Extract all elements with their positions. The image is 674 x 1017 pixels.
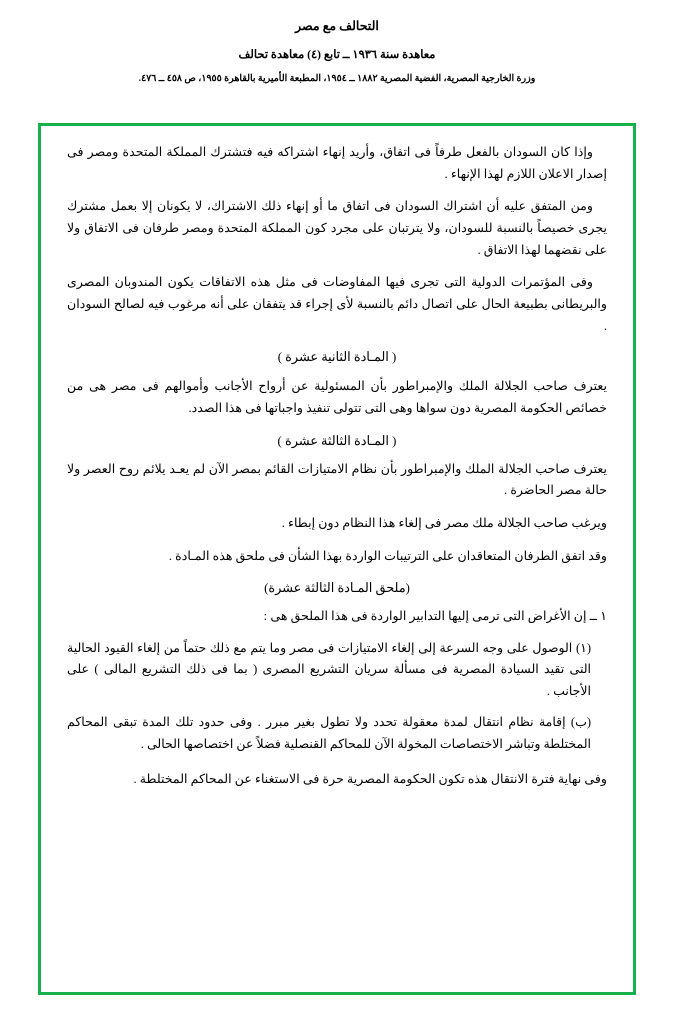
article-heading-twelve: ( المـادة الثانية عشرة ) [277,350,397,365]
annex-closing-paragraph: وفى نهاية فترة الانتقال هذه تكون الحكومة المصرية حرة فى الاستغناء عن المحاكم المختلطة . [133,772,607,787]
article-thirteen-paragraph: وقد اتفق الطرفان المتعاقدان على الترتيبات الواردة بهذا الشأن فى ملحق هذه المـادة . [168,548,607,563]
treaty-subtitle: معاهدة سنة ١٩٣٦ ــ تابع (٤) معاهدة تحالف [238,49,436,61]
article-thirteen-paragraph: يعترف صاحب الجلالة الملك والإمبراطور بأن نظام الامتيازات القائم بمصر الآن لم يعـد يلائم روح العصر ولا حالة مصر الحاضرة . [67,461,607,498]
article-twelve-text: يعترف صاحب الجلالة الملك والإمبراطور بأن المسئولية عن أرواح الأجانب وأموالهم فى مصر هى من خصائص الحكومة المصرية دون سواها وهى التى تتولى تنفيذ واجباتها فى هذا الصدد. [67,379,607,415]
article-heading-thirteen: ( المـادة الثالثة عشرة ) [277,433,397,448]
paragraph: ومن المتفق عليه أن اشتراك السودان فى اتفاق ما أو إنهاء ذلك الاشتراك، لا يكونان إلا بعمل مشترك يجرى خصيصاً بالنسبة للسودان، ولا يترتبان على مجرد كون المملكة المتحدة ومصر طرفان فى الاتفاق ولا على نقضهما لهذا الاتفاق . [67,199,607,257]
annex-item [67,712,607,755]
annex-item-text: إقامة نظام انتقال لمدة معقولة تحدد ولا تطول بغير مبرر . وفى حدود تلك المدة تبقى المحاكم المختلطة وتباشر الاختصاصات المخولة الآن للمحاكم القنصلية فضلاً عن اختصاصها الحالى . [67,715,591,751]
annex-item-marker: (١) [575,640,591,655]
annex-item [67,638,607,703]
paragraph: وفى المؤتمرات الدولية التى تجرى فيها المفاوضات فى مثل هذه الاتفاقات يكون المندوبان المصرى والبريطانى بطبيعة الحال على اتصال دائم بالنسبة لأى إجراء قد يتفقان على أنه مرغوب فيه لصالح السودان . [67,275,607,333]
green-border-frame [38,123,636,995]
paragraph: وإذا كان السودان بالفعل طرفاً فى اتفاق، وأريد إنهاء اشتراكه فيه فتشترك المملكة المتحدة ومصر فى إصدار الاعلان اللازم لهذا الإنهاء . [67,145,607,181]
source-citation: وزرة الخارجية المصرية، الفضية المصرية ١٨٨٢ ــ ١٩٥٤، المطبعة الأميرية بالقاهرة ١٩٥٥، ص ٤٥٨ ــ ٤٧٦. [138,74,536,84]
article-thirteen-paragraph: ويرغب صاحب الجلالة ملك مصر فى إلغاء هذا النظام دون إبطاء . [281,515,607,530]
document-title: التحالف مع مصر [295,19,379,33]
annex-heading: (ملحق المـادة الثالثة عشرة) [264,581,410,596]
annex-item-text: الوصول على وجه السرعة إلى إلغاء الامتيازات فى مصر وما يتم مع ذلك حتماً من إلغاء القيود الحالية التى تقيد السيادة المصرية فى مسألة سريان التشريع المصرى ( بما فى ذلك التشريع المالى ) على الأجانب . [67,640,591,698]
document-header [0,0,674,94]
document-body [41,126,633,992]
annex-item-marker: (ب) [570,715,591,730]
annex-intro: ١ ــ إن الأغراض التى ترمى إليها التدابير الواردة فى هذا الملحق هى : [263,609,607,624]
